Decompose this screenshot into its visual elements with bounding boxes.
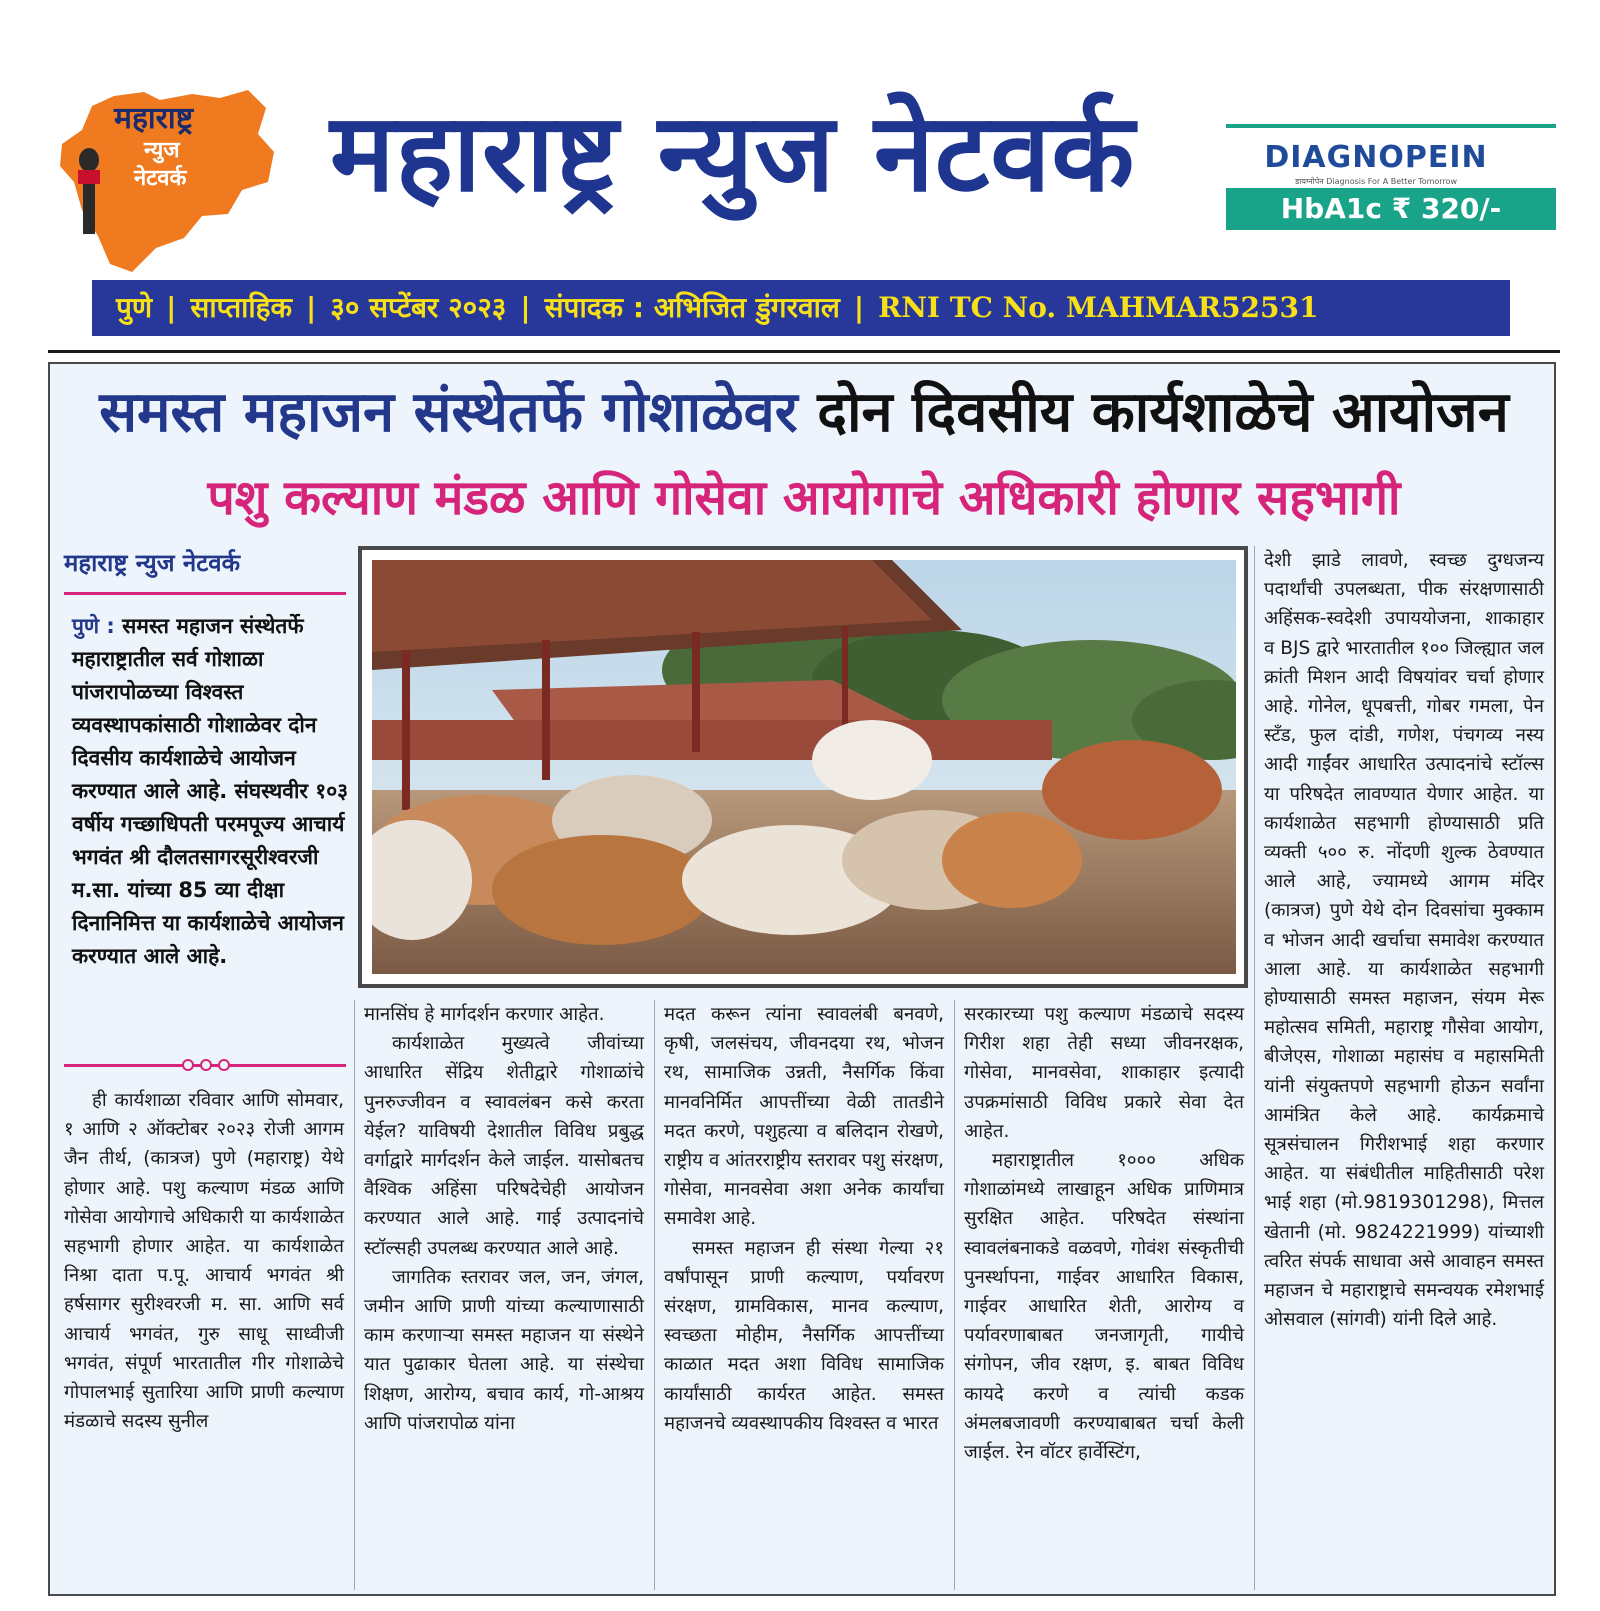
intro-paragraph bbox=[72, 610, 354, 973]
info-date: ३० सप्टेंबर २०२३ bbox=[330, 291, 507, 324]
headline-blue: समस्त महाजन संस्थेतर्फे गोशाळेवर bbox=[99, 380, 798, 445]
logo-line-2: न्युज bbox=[144, 138, 180, 163]
microphone-icon bbox=[78, 148, 100, 236]
divider-ornament-icon bbox=[218, 1059, 230, 1071]
column-5-text: देशी झाडे लावणे, स्वच्छ दुग्धजन्य पदार्थांची उपलब्धता, पीक संरक्षणासाठी अहिंसक-स्वदेशी उपाययोजना, शाकाहार व BJS द्वारे भारतातील १०० जिल्ह्यात जल क्रांती मिशन आदी विषयांवर चर्चा होणार आहे. गोनेल, धूपबत्ती, गोबर गमला, पेन स्टँड, फुल दांडी, गणेश, पंचगव्य नस्य आदी गाईंवर आधारित उत्पादनांचे स्टॉल्स या परिषदेत लावण्यात येणार आहेत. या कार्यशाळेत सहभागी होण्यासाठी प्रति व्यक्ती ५०० रु. नोंदणी शुल्क ठेवण्यात आले आहे, ज्यामध्ये आगम मंदिर (कात्रज) पुणे येथे दोन दिवसांचा मुक्काम व भोजन आदी खर्चाचा समावेश करण्यात आला आहे. या कार्यशाळेत सहभागी होण्यासाठी समस्त महाजन, संयम मेरू महोत्सव समिती, महाराष्ट्र गौसेवा आयोग, बीजेएस, गोशाळा महासंघ व महासमिती यांनी संयुक्तपणे सहभागी होऊन सर्वांना आमंत्रित केले आहे. कार्यक्रमाचे सूत्रसंचालन गिरीशभाई शहा करणार आहेत. या संबंधीतील माहितीसाठी परेश भाई शहा (मो.9819301298), मित्तल खेतानी (मो. 9824221999) यांच्याशी त्वरित संपर्क साधावा असे आवाहन समस्त महाजन चे महाराष्ट्राचे समन्वयक रमेशभाई ओसवाल (सांगवी) यांनी दिले आहे. bbox=[1264, 550, 1544, 1331]
column-4-para-2: महाराष्ट्रातील १००० अधिक गोशाळांमध्ये लाखाहून अधिक प्राणिमात्र सुरक्षित आहेत. परिषदेत संस्थांना स्वावलंबनाकडे वळवणे, गोवंश संस्कृतीची पुनर्स्थापना, गाईवर आधारित विकास, गाईवर आधारित शेती, आरोग्य व पर्यावरणाबाबत जनजागृती, गायीचे संगोपन, जीव रक्षण, इ. बाबत विविध कायदे करणे व त्यांची कडक अंमलबजावणी करण्याबाबत चर्चा केली जाईल. रेन वॉटर हार्वेस्टिंग, bbox=[964, 1150, 1244, 1464]
column-3-para-2: समस्त महाजन ही संस्था गेल्या २१ वर्षांपासून प्राणी कल्याण, पर्यावरण संरक्षण, ग्रामविकास, मानव कल्याण, स्वच्छता मोहीम, नैसर्गिक आपत्तींच्या काळात मदत अशा विविध सामाजिक कार्यांसाठी कार्यरत आहेत. समस्त महाजनचे व्यवस्थापकीय विश्वस्त व भारत bbox=[664, 1237, 944, 1434]
column-5 bbox=[1264, 546, 1544, 1334]
ad-tagline: डायग्नोपेन Diagnosis For A Better Tomorrow bbox=[1294, 177, 1457, 186]
column-2-para-3: जागतिक स्तरावर जल, जन, जंगल, जमीन आणि प्राणी यांच्या कल्याणासाठी काम करणाऱ्या समस्त महाजन या संस्थेने यात पुढाकार घेतला आहे. या संस्थेचा शिक्षण, आरोग्य, बचाव कार्य, गो-आश्रय आणि पांजरापोळ यांना bbox=[364, 1266, 644, 1434]
column-1 bbox=[64, 1086, 344, 1436]
intro-text: समस्त महाजन संस्थेतर्फे महाराष्ट्रातील सर्व गोशाळा पांजरापोळच्या विश्वस्त व्यवस्थापकांसाठी गोशाळेवर दोन दिवसीय कार्यशाळेचे आयोजन करण्यात आले आहे. संघस्थवीर १०३ वर्षीय गच्छाधिपती परमपूज्य आचार्य भगवंत श्री दौलतसागरसूरीश्वरजी म.सा. यांच्या 85 व्या दीक्षा दिनानिमित्त या कार्यशाळेचे आयोजन करण्यात आले आहे. bbox=[72, 614, 349, 968]
article-photo bbox=[358, 546, 1248, 988]
ad-top-line bbox=[1226, 124, 1556, 128]
info-city: पुणे bbox=[116, 291, 153, 324]
top-rule bbox=[48, 350, 1560, 353]
separator: | bbox=[306, 291, 317, 324]
separator: | bbox=[166, 291, 177, 324]
headline bbox=[48, 382, 1560, 444]
headline-black: दोन दिवसीय कार्यशाळेचे आयोजन bbox=[817, 380, 1509, 445]
byline: महाराष्ट्र न्युज नेटवर्क bbox=[64, 549, 241, 577]
column-rule bbox=[1254, 546, 1255, 1590]
logo-line-1: महाराष्ट्र bbox=[114, 101, 194, 136]
column-3 bbox=[664, 1000, 944, 1438]
info-type: साप्ताहिक bbox=[190, 291, 293, 324]
column-3-para-1: मदत करून त्यांना स्वावलंबी बनवणे, कृषी, जलसंचय, जीवनदया रथ, भोजन रथ, सामाजिक उन्नती, नैसर्गिक किंवा मानवनिर्मित आपत्तींच्या वेळी तातडीने मदत करणे, पशुहत्या व बलिदान रोखणे, राष्ट्रीय व आंतरराष्ट्रीय स्तरावर पशु संरक्षण, गोसेवा, मानवसेवा अशा अनेक कार्यांचा समावेश आहे. bbox=[664, 1004, 944, 1230]
column-4-para-1: सरकारच्या पशु कल्याण मंडळाचे सदस्य गिरीश शहा तेही सध्या जीवनरक्षक, गोसेवा, मानवसेवा, शाकाहार इत्यादी उपक्रमांसाठी विविध प्रकारे सेवा देत आहेत. bbox=[964, 1004, 1244, 1142]
column-rule bbox=[954, 1000, 955, 1590]
info-rni: RNI TC No. MAHMAR52531 bbox=[878, 291, 1319, 324]
dateline: पुणे : bbox=[72, 614, 115, 638]
cattle-shed-photo bbox=[372, 560, 1236, 974]
ad-brand: DIAGNOPEIN bbox=[1264, 140, 1488, 175]
column-1-text: ही कार्यशाळा रविवार आणि सोमवार, १ आणि २ ऑक्टोबर २०२३ रोजी आगम जैन तीर्थ, (कात्रज) पुणे (महाराष्ट्र) येथे होणार आहे. पशु कल्याण मंडळ आणि गोसेवा आयोगाचे अधिकारी या कार्यशाळेत सहभागी होणार आहेत. या कार्यशाळेत निश्रा दाता प.पू. आचार्य भगवंत श्री हर्षसागर सुरीश्वरजी म. सा. आणि सर्व आचार्य भगवंत, गुरु साधू साध्वीजी भगवंत, संपूर्ण भारतातील गीर गोशाळेचे गोपालभाई सुतारिया आणि प्राणी कल्याण मंडळाचे सदस्य सुनील bbox=[64, 1090, 344, 1433]
intro-divider bbox=[64, 1064, 346, 1067]
subheadline: पशु कल्याण मंडळ आणि गोसेवा आयोगाचे अधिकारी होणार सहभागी bbox=[207, 470, 1401, 526]
info-bar bbox=[92, 280, 1510, 336]
logo[interactable] bbox=[52, 86, 284, 278]
ad-price: HbA1c ₹ 320/- bbox=[1226, 188, 1556, 230]
column-4 bbox=[964, 1000, 1244, 1467]
divider-ornament-icon bbox=[200, 1059, 212, 1071]
separator: | bbox=[520, 291, 531, 324]
column-rule bbox=[654, 1000, 655, 1590]
column-2-para-2: कार्यशाळेत मुख्यत्वे जीवांच्या आधारित सेंद्रिय शेतीद्वारे गोशाळांचे पुनरुज्जीवन व स्वावलंबन कसे करता येईल? याविषयी देशातील विविध प्रबुद्ध वर्गाद्वारे मार्गदर्शन केले जाईल. यासोबतच वैश्विक अहिंसा परिषदेचेही आयोजन करण्यात आले आहे. गाई उत्पादनांचे स्टॉल्सही उपलब्ध करण्यात आले आहे. bbox=[364, 1033, 644, 1259]
column-2-para-1: मानसिंघ हे मार्गदर्शन करणार आहेत. bbox=[364, 1004, 605, 1025]
column-2 bbox=[364, 1000, 644, 1438]
info-editor: संपादक : अभिजित डुंगरवाल bbox=[544, 291, 840, 324]
logo-line-3: नेटवर्क bbox=[134, 166, 187, 191]
advertisement[interactable] bbox=[1226, 124, 1556, 228]
divider-ornament-icon bbox=[182, 1059, 194, 1071]
column-rule bbox=[354, 1000, 355, 1590]
masthead-title: महाराष्ट्र न्युज नेटवर्क bbox=[330, 91, 1136, 216]
byline-rule bbox=[64, 592, 346, 595]
separator: | bbox=[853, 291, 865, 324]
